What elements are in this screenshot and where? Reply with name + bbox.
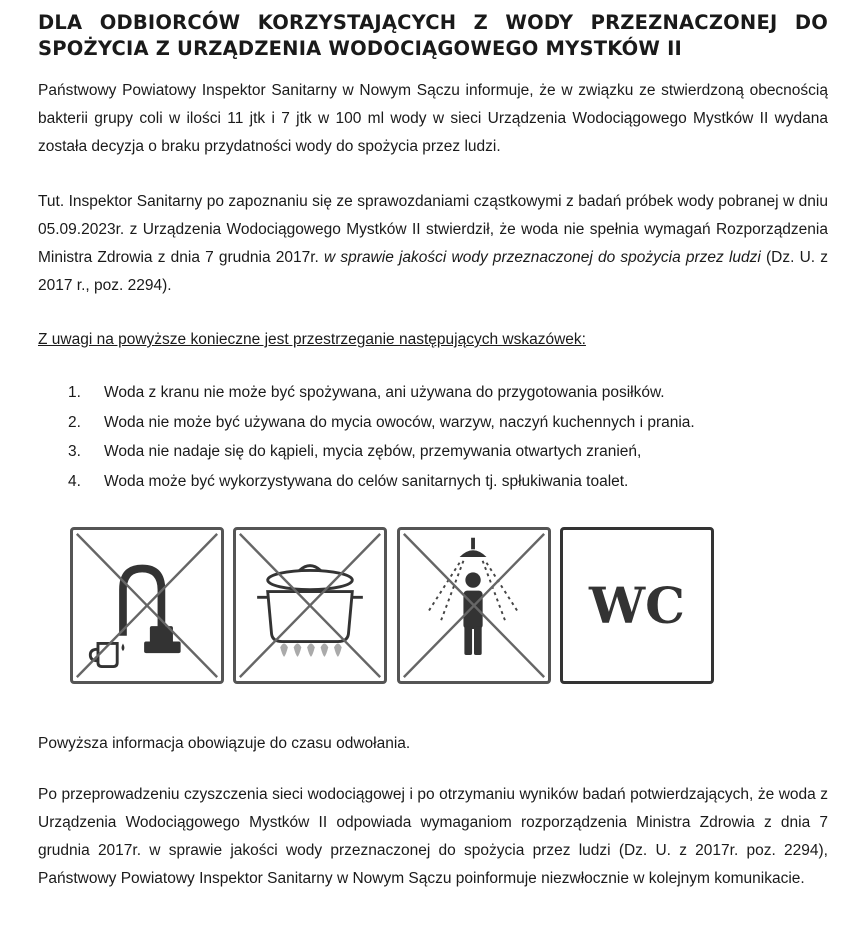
inspection-text-after: (Dz. U. z 2017 r., poz. 2294).: [38, 249, 828, 294]
guidelines-list: [68, 378, 808, 497]
guideline-item: [68, 437, 808, 467]
guideline-number: 3.: [68, 443, 81, 461]
closing-paragraph: Po przeprowadzeniu czyszczenia sieci wodociągowej i po otrzymaniu wyników badań potwierdzających, że woda z Urządzenia Wodociągowego Mystków II odpowiada wymaganiom rozporządzenia Ministra Zdrowia z dnia 7 grudnia 2017r. w sprawie jakości wody przeznaczonej do spożycia przez ludzi (Dz. U. z 2017r. poz. 2294), Państwowy Powiatowy Inspektor Sanitarny w Nowym Sączu poinformuje niezwłocznie w kolejnym komunikacie.: [38, 786, 828, 887]
no-cooking-icon: [233, 527, 387, 684]
guideline-item: [68, 378, 808, 408]
validity-paragraph: Powyższa informacja obowiązuje do czasu odwołania.: [38, 735, 411, 752]
inspection-text-before: Tut. Inspektor Sanitarny po zapoznaniu się ze sprawozdaniami cząstkowymi z badań próbek wody pobranej w dniu 05.09.2023r. z Urządzenia Wodociągowego Mystków II stwierdził, że woda nie spełnia wymagań Rozporządzenia Ministra Zdrowia z dnia 7 grudnia 2017r.: [38, 193, 828, 266]
page-title: DLA ODBIORCÓW KORZYSTAJĄCYCH Z WODY PRZEZNACZONEJ DO SPOŻYCIA Z URZĄDZENIA WODOCIĄGOWEGO MYSTKÓW II: [38, 11, 828, 60]
wc-label: WC: [589, 576, 685, 635]
pictogram-row: [70, 527, 715, 690]
guideline-text: Woda nie może być używana do mycia owoców, warzyw, naczyń kuchennych i prania.: [104, 413, 695, 431]
guideline-text: Woda może być wykorzystywana do celów sanitarnych tj. spłukiwania toalet.: [104, 473, 629, 491]
guideline-number: 4.: [68, 473, 81, 491]
guideline-item: [68, 408, 808, 438]
intro-paragraph: Państwowy Powiatowy Inspektor Sanitarny w Nowym Sączu informuje, że w związku ze stwierdzoną obecnością bakterii grupy coli w ilości 11 jtk i 7 jtk w 100 ml wody w sieci Urządzenia Wodociągowego Mystków II wydana została decyzja o braku przydatności wody do spożycia przez ludzi.: [38, 82, 828, 155]
inspection-paragraph: [38, 188, 828, 300]
no-shower-icon: [397, 527, 551, 684]
guidelines-heading: Z uwagi na powyższe konieczne jest przestrzeganie następujących wskazówek:: [38, 331, 586, 348]
guideline-item: [68, 467, 808, 497]
regulation-title: w sprawie jakości wody przeznaczonej do spożycia przez ludzi: [324, 249, 761, 266]
guideline-number: 2.: [68, 413, 81, 431]
guideline-text: Woda z kranu nie może być spożywana, ani używana do przygotowania posiłków.: [104, 384, 665, 401]
guideline-number: 1.: [68, 384, 81, 401]
guideline-text: Woda nie nadaje się do kąpieli, mycia zębów, przemywania otwartych zranień,: [104, 443, 642, 461]
no-tap-water-icon: [70, 527, 224, 684]
wc-icon: [560, 527, 714, 684]
